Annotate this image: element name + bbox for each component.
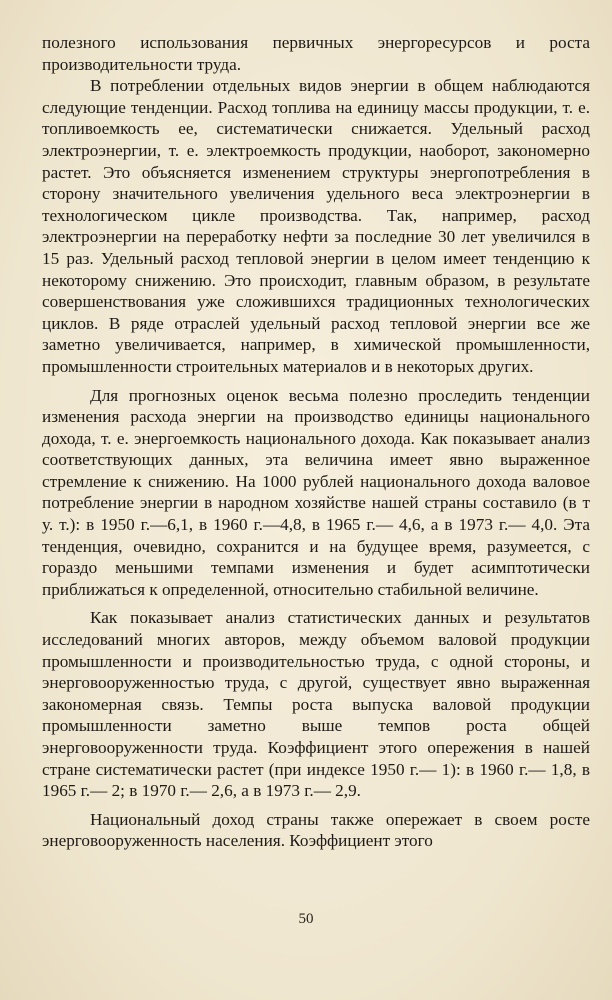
page-number: 50 xyxy=(298,911,314,927)
paragraph-1: полезного использования первичных энергоресурсов и роста производительности труда. xyxy=(42,33,590,74)
paragraph-4: Как показывает анализ статистических данных и результатов исследований многих авторов, между объемом валовой продукции промышленности и производительностью труда, с одной стороны, и энерговооруженностью труда, с другой, существует явно выраженная закономерная связь. Темпы роста выпуска валовой продукции промышленности заметно выше темпов роста общей энерговооруженности труда. Коэффициент этого опережения в нашей стране систематически растет (при индексе 1950 г.— 1): в 1960 г.— 1,8, в 1965 г.— 2; в 1970 г.— 2,6, а в 1973 г.— 2,9. xyxy=(42,608,590,801)
page-body xyxy=(42,32,590,852)
paragraph-2: В потреблении отдельных видов энергии в общем наблюдаются следующие тенденции. Расход топлива на единицу массы продукции, т. е. топливоемкость ее, систематически снижается. Удельный расход электроэнергии, т. е. электроемкость продукции, наоборот, закономерно растет. Это объясняется изменением структуры энергопотребления в сторону значительного увеличения удельного веса электроэнергии в технологическом цикле производства. Так, например, расход электроэнергии на переработку нефти за последние 30 лет увеличился в 15 раз. Удельный расход тепловой энергии в целом имеет тенденцию к некоторому снижению. Это происходит, главным образом, в результате совершенствования уже сложившихся традиционных технологических циклов. В ряде отраслей удельный расход тепловой энергии все же заметно увеличивается, например, в химической промышленности, промышленности строительных материалов и в некоторых других. xyxy=(42,76,590,376)
paragraph-5: Национальный доход страны также опережает в своем росте энерговооруженность населения. Коэффициент этого xyxy=(42,809,590,851)
paragraph-3: Для прогнозных оценок весьма полезно проследить тенденции изменения расхода энергии на производство единицы национального дохода, т. е. энергоемкость национального дохода. Как показывает анализ соответствующих данных, эта величина имеет явно выраженное стремление к снижению. На 1000 рублей национального дохода валовое потребление энергии в народном хозяйстве нашей страны составило (в т у. т.): в 1950 г.—6,1, в 1960 г.—4,8, в 1965 г.— 4,6, а в 1973 г.— 4,0. Эта тенденция, очевидно, сохранится и на будущее время, разумеется, с гораздо меньшими темпами изменения и будет асимптотически приближаться к определенной, относительно стабильной величине. xyxy=(42,385,590,599)
